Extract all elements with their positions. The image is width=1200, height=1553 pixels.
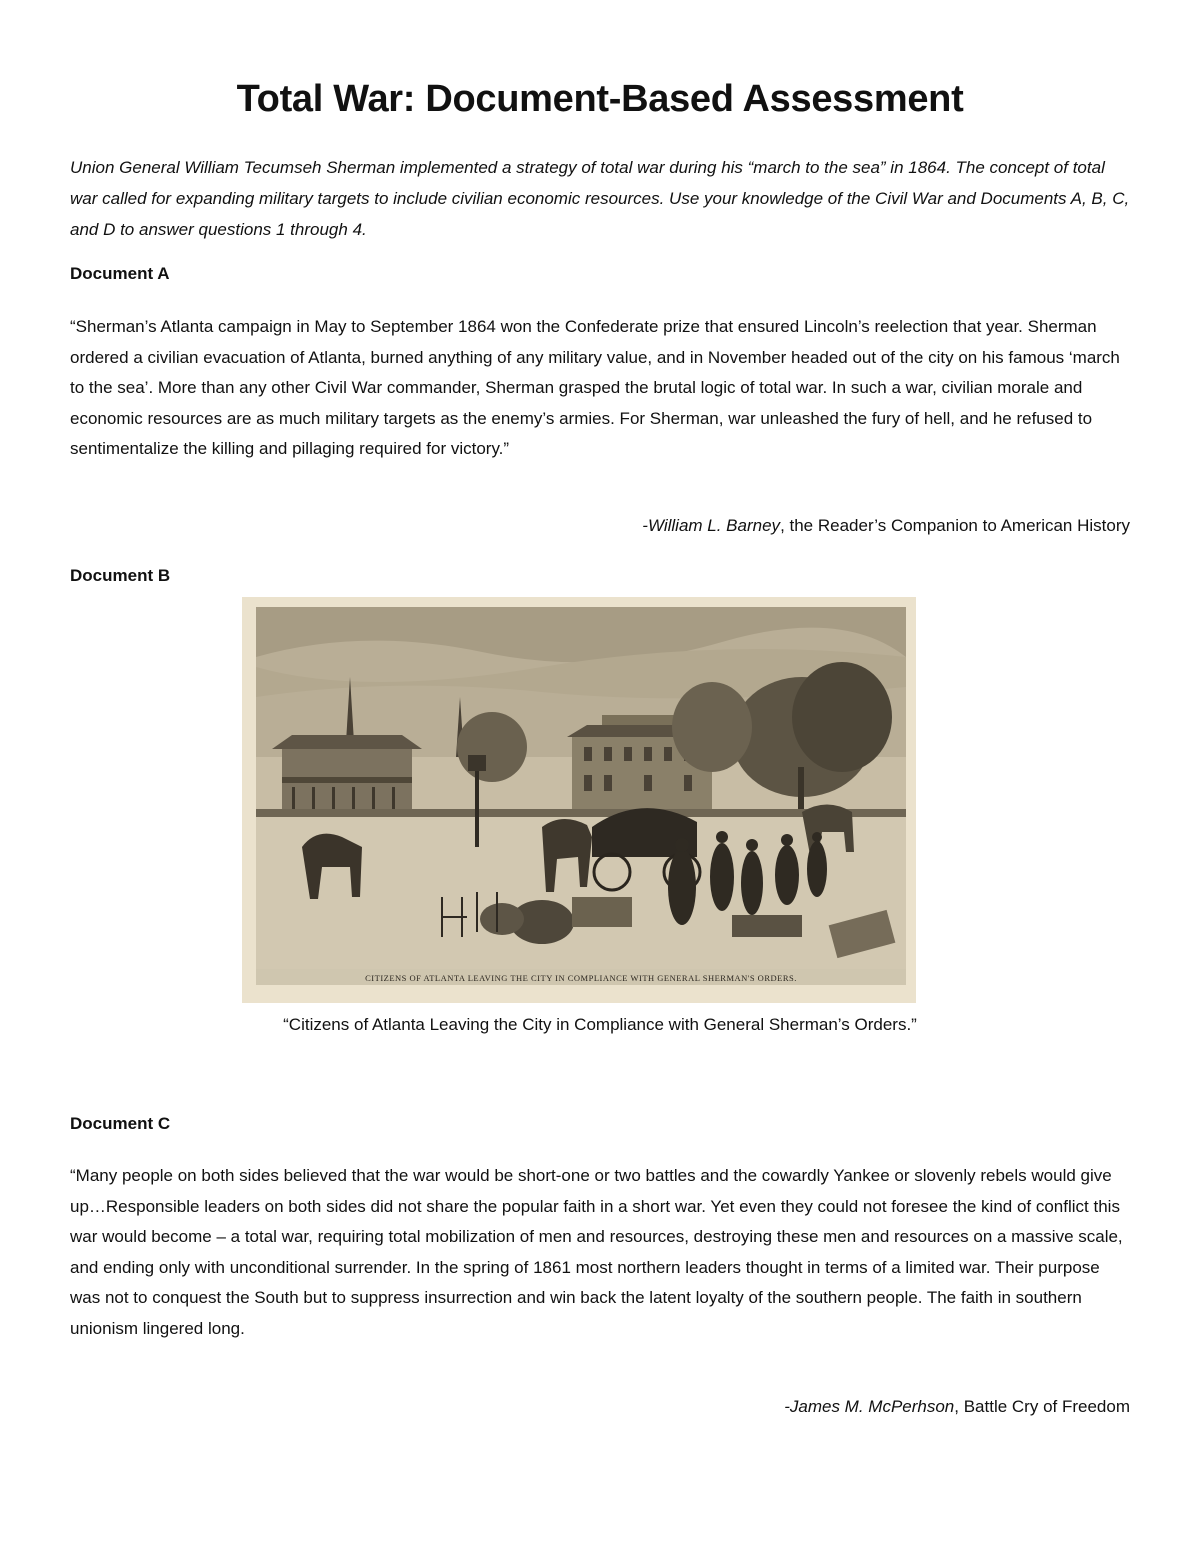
intro-paragraph: Union General William Tecumseh Sherman implemented a strategy of total war during his “march to the sea” in 1864. The concept of total war called for expanding military targets to include civilian economic resources. Use your knowledge of the Civil War and Documents A, B, C, and D to answer questions 1 through 4. <box>70 158 1130 239</box>
document-a-source: , the Reader’s Companion to American History <box>780 516 1130 535</box>
document-c-quote: “Many people on both sides believed that the war would be short-one or two battles and the cowardly Yankee or slovenly rebels would give up…Responsible leaders on both sides did not share the popular faith in a short war. Yet even they could not foresee the kind of conflict this war would become – a total war, requiring total mobilization of men and resources, destroying these men and resources on a massive scale, and ending only with unconditional surrender. In the spring of 1861 most northern leaders thought in terms of a limited war. Their purpose was not to conquest the South but to suppress insurrection and win back the latent loyalty of the southern people. The faith in southern unionism lingered long. <box>70 1166 1123 1338</box>
engraving-image <box>242 597 916 1003</box>
document-a-attribution <box>642 516 1130 536</box>
document-b-caption: “Citizens of Atlanta Leaving the City in Compliance with General Sherman’s Orders.” <box>283 1015 917 1034</box>
document-c-author: -James M. McPerhson <box>784 1397 955 1416</box>
document-a-heading: Document A <box>70 264 170 283</box>
document-a-author: -William L. Barney <box>642 516 781 535</box>
document-c-heading: Document C <box>70 1114 171 1133</box>
document-c-attribution <box>784 1397 1130 1417</box>
document-b-heading: Document B <box>70 566 171 585</box>
document-c-source: , Battle Cry of Freedom <box>954 1397 1130 1416</box>
document-a-quote: “Sherman’s Atlanta campaign in May to September 1864 won the Confederate prize that ensured Lincoln’s reelection that year. Sherman ordered a civilian evacuation of Atlanta, burned anything of any military value, and in November headed out of the city on his famous ‘march to the sea’. More than any other Civil War commander, Sherman grasped the brutal logic of total war. In such a war, civilian morale and economic resources are as much military targets as the enemy’s armies. For Sherman, war unleashed the fury of hell, and he refused to sentimentalize the killing and pillaging required for victory.” <box>70 317 1120 458</box>
page-title: Total War: Document-Based Assessment <box>236 78 964 120</box>
engraving-caption-text: CITIZENS OF ATLANTA LEAVING THE CITY IN COMPLIANCE WITH GENERAL SHERMAN'S ORDERS. <box>365 973 797 983</box>
